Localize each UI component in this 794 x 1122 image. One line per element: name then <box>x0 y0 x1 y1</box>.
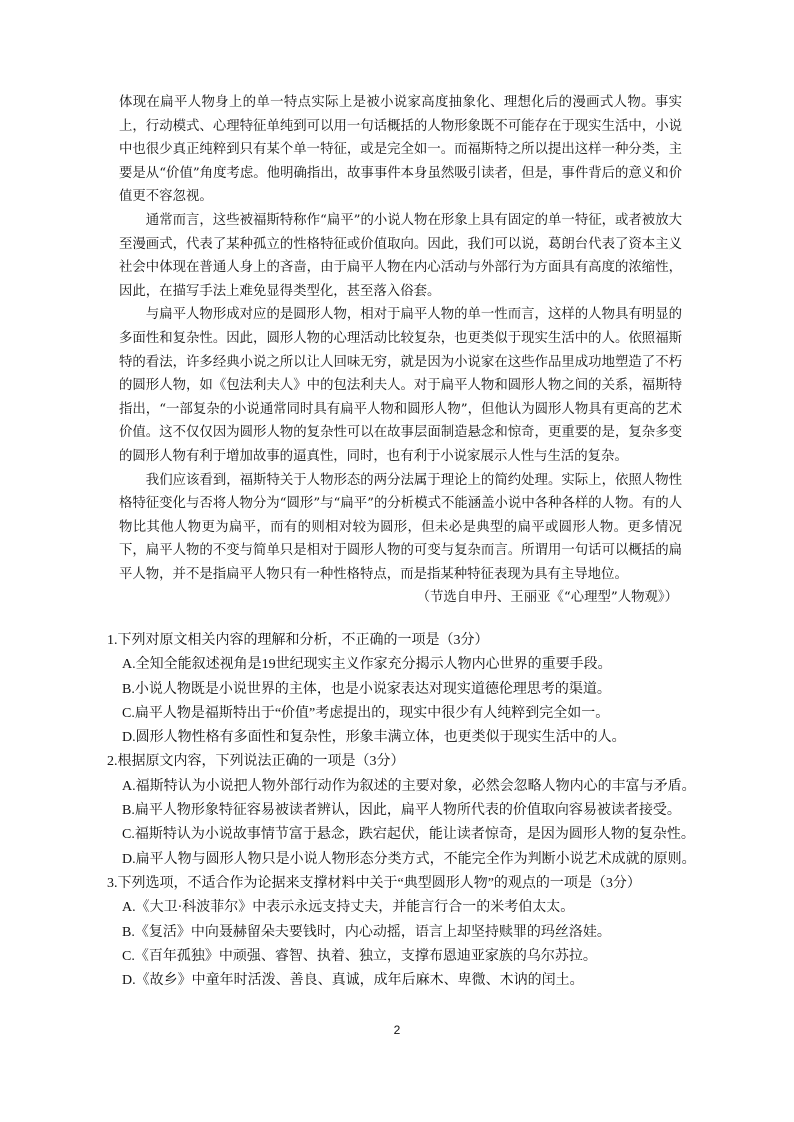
option-d: D.《故乡》中童年时活泼、善良、真诚，成年后麻木、卑微、木讷的闰土。 <box>122 973 584 989</box>
question-2 <box>107 750 697 871</box>
paragraph-3: 与扁平人物形成对应的是圆形人物，相对于扁平人物的单一性而言，这样的人物具有明显的多面性和复杂性。因此，圆形人物的心理活动比较复杂，也更类似于现实生活中的人。依照福斯特的看法，许多经典小说之所以让人回味无穷，就是因为小说家在这些作品里成功地塑造了不朽的圆形人物，如《包法利夫人》中的包法利夫人。对于扁平人物和圆形人物之间的关系，福斯特指出，“一部复杂的小说通常同时具有扁平人物和圆形人物”，但他认为圆形人物具有更高的艺术价值。这不仅仅因为圆形人物的复杂性可以在故事层面制造悬念和惊奇，更重要的是，复杂多变的圆形人物有利于增加故事的逼真性，同时，也有利于小说家展示人性与生活的复杂。 <box>119 307 682 464</box>
paragraph-1: 体现在扁平人物身上的单一特点实际上是被小说家高度抽象化、理想化后的漫画式人物。事实上，行动模式、心理特征单纯到可以用一句话概括的人物形象既不可能存在于现实生活中，小说中也很少真正纯粹到只有某个单一特征，或是完全如一。而福斯特之所以提出这样一种分类，主要是从“价值”角度考虑。他明确指出，故事事件本身虽然吸引读者，但是，事件背后的意义和价值更不容忽视。 <box>119 95 682 205</box>
page-number: 2 <box>393 1023 401 1037</box>
question-1 <box>107 629 697 750</box>
option-a: A.全知全能叙述视角是19世纪现实主义作家充分揭示人物内心世界的重要手段。 <box>122 657 612 673</box>
question-stem: 1.下列对原文相关内容的理解和分析，不正确的一项是（3分） <box>107 633 489 648</box>
paragraph-4: 我们应该看到，福斯特关于人物形态的两分法属于理论上的简约处理。实际上，依照人物性格特征变化与否将人物分为“圆形”与“扁平”的分析模式不能涵盖小说中各种各样的人物。有的人物比其他人物更为扁平，而有的则相对较为圆形，但未必是典型的扁平或圆形人物。更多情况下，扁平人物的不变与简单只是相对于圆形人物的可变与复杂而言。所谓用一句话可以概括的扁平人物，并不是指扁平人物只有一种性格特点，而是指某种特征表现为具有主导地位。 <box>119 472 683 582</box>
question-list <box>107 629 697 993</box>
question-stem: 2.根据原文内容，下列说法正确的一项是（3分） <box>107 754 405 770</box>
option-b: B.《复活》中向聂赫留朵夫要钱时，内心动摇，语言上却坚持赎罪的玛丝洛娃。 <box>122 924 611 940</box>
option-c: C.《百年孤独》中顽强、睿智、执着、独立，支撑布恩迪亚家族的乌尔苏拉。 <box>122 948 597 964</box>
paragraph-2: 通常而言，这些被福斯特称作“扁平”的小说人物在形象上具有固定的单一特征，或者被放大至漫画式，代表了某种孤立的性格特征或价值取向。因此，我们可以说，葛朗台代表了资本主义社会中体现在普通人身上的吝啬，由于扁平人物在内心活动与外部行为方面具有高度的浓缩性，因此，在描写手法上难免显得类型化，甚至落入俗套。 <box>119 212 682 299</box>
question-stem: 3.下列选项，不适合作为论据来支撑材料中关于“典型圆形人物”的观点的一项是（3分） <box>107 875 641 891</box>
option-c: C.福斯特认为小说故事情节富于悬念，跌宕起伏，能让读者惊奇，是因为圆形人物的复杂性。 <box>122 827 695 843</box>
option-d: D.扁平人物与圆形人物只是小说人物形态分类方式，不能完全作为判断小说艺术成就的原则。 <box>122 851 696 867</box>
passage-source: （节选自申丹、王丽亚《“心理型”人物观》） <box>416 590 678 606</box>
option-c: C.扁平人物是福斯特出于“价值”考虑提出的，现实中很少有人纯粹到完全如一。 <box>122 705 610 721</box>
option-d: D.圆形人物性格有多面性和复杂性，形象丰满立体，也更类似于现实生活中的人。 <box>122 730 626 746</box>
option-b: B.扁平人物形象特征容易被读者辨认，因此，扁平人物所代表的价值取向容易被读者接受。 <box>122 803 681 819</box>
question-3 <box>107 872 697 993</box>
option-a: A.福斯特认为小说把人物外部行动作为叙述的主要对象，必然会忽略人物内心的丰富与矛盾。 <box>122 778 696 794</box>
option-a: A.《大卫·科波菲尔》中表示永远支持丈夫，并能言行合一的米考伯太太。 <box>122 900 575 916</box>
reading-passage <box>119 91 682 610</box>
option-b: B.小说人物既是小说世界的主体，也是小说家表达对现实道德伦理思考的渠道。 <box>122 681 611 697</box>
